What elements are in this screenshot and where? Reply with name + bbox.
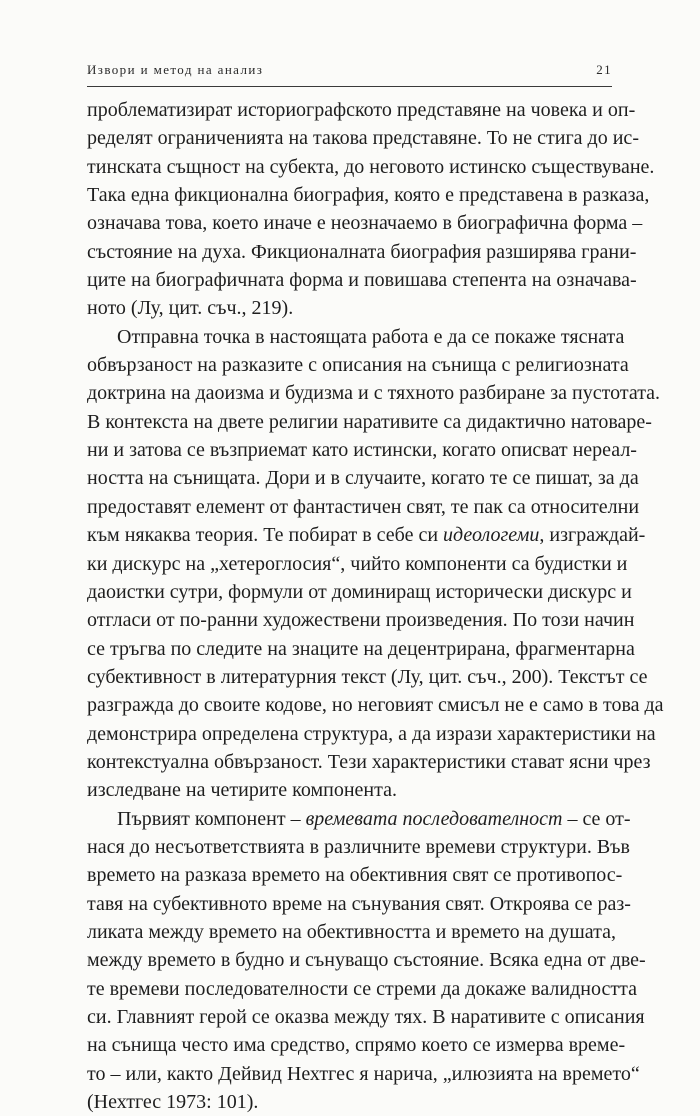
text-run: разгражда до своите кодове, но неговият смисъл не е само в това да [87,694,664,717]
text-line [87,436,637,464]
text-run: (Нехтгес 1973: 101). [87,1091,259,1114]
paragraph [87,323,664,805]
text-line [87,294,612,322]
text-line [87,663,648,691]
text-line [87,946,646,974]
text-run: на сънища често има средство, спрямо което се измерва време- [87,1034,626,1057]
text-run: Отправна точка в настоящата работа е да се покаже тясната [117,325,625,348]
text-line [87,209,643,237]
body-text [87,96,664,1116]
text-run: даоистки сутри, формули от доминиращ исторически дискурс и [87,580,632,603]
text-run: субективност в литературния текст (Лу, цит. съч., 200). Текстът се [87,665,648,688]
text-run: контекстуална обвързаност. Тези характеристики стават ясни чрез [87,750,651,773]
text-line [87,266,637,294]
text-run: ното (Лу, цит. съч., 219). [87,297,294,320]
text-run: към някаква теория. Те побират в себе си [87,524,444,547]
text-line [87,720,656,748]
text-line [87,578,632,606]
text-run: демонстрира определена структура, а да изрази характеристики на [87,722,656,745]
text-run: ликата между времето на обективността и времето на душата, [87,920,616,943]
paragraph [87,805,646,1116]
italic-term: времевата последователност [305,807,563,830]
text-run: ределят ограниченията на такова представяне. То не стига до ис- [87,127,639,150]
text-line [87,833,630,861]
text-line [87,464,639,492]
header-rule [87,86,612,87]
text-run: изследване на четирите компонента. [87,779,397,802]
text-run: тинската същност на субекта, до неговото истинско съществуване. [87,155,655,178]
text-line [87,691,664,719]
text-run: ците на биографичната форма и повишава степента на означава- [87,269,637,292]
text-line [87,96,636,124]
text-run: тавя на субективното време на сънувания свят. Откроява се раз- [87,892,631,915]
text-run: проблематизират историографското представяне на човека и оп- [87,99,636,121]
text-run: те времеви последователности се стреми да докаже валидността [87,977,637,1000]
text-run: Така една фикционална биография, която е представена в разказа, [87,184,650,207]
text-line [87,124,639,152]
text-line [87,606,635,634]
text-line [87,805,631,833]
text-line [87,238,637,266]
text-line [87,1031,626,1059]
text-run: се тръгва по следите на знаците на децентрирана, фрагментарна [87,637,635,660]
text-run: доктрина на даоизма и будизма и с тяхното разбиране за пустотата. [87,382,661,405]
text-run: означава това, което иначе е неозначаемо в биографична форма – [87,212,643,235]
text-run: нася до несъответствията в различните времеви структури. Във [87,835,630,858]
running-title: Извори и метод на анализ [87,62,264,77]
text-line [87,1060,640,1088]
text-line [87,635,635,663]
text-line [87,521,646,549]
text-run: Първият компонент – [117,807,306,830]
text-line [87,379,661,407]
text-run: предоставят елемент от фантастичен свят, те пак са относителни [87,495,640,518]
paragraph [87,96,655,323]
text-run: , изграждай- [539,524,646,547]
text-line [87,493,640,521]
text-run: времето на разказа времето на обективния свят се противопос- [87,864,623,887]
text-run: си. Главният герой се оказва между тях. В наративите с описания [87,1006,645,1028]
text-run: обвързаност на разказите с описания на сънища с религиозната [87,354,629,377]
text-line [87,550,628,578]
text-run: – се от- [562,807,631,830]
page-number: 21 [596,62,612,77]
italic-term: идеологеми [443,524,540,547]
text-run: ки дискурс на „хетероглосия“, чийто компоненти са будистки и [87,552,628,575]
text-line [87,748,651,776]
text-line [87,1088,612,1116]
text-line [87,975,637,1003]
text-line [87,918,616,946]
text-line [87,408,652,436]
text-line [87,776,612,804]
text-run: отгласи от по-ранни художествени произведения. По този начин [87,609,635,632]
text-line [87,351,629,379]
text-run: състояние на духа. Фикционалната биография разширява грани- [87,240,637,263]
text-line [87,861,623,889]
text-line [87,153,655,181]
text-run: ността на сънищата. Дори и в случаите, когато те се пишат, за да [87,467,639,490]
text-line [87,181,650,209]
text-line [87,1003,645,1031]
text-line [87,890,631,918]
text-run: ни и затова се възприемат като истински, когато описват нереал- [87,439,637,462]
text-run: между времето в будно и сънуващо състояние. Всяка една от две- [87,949,646,972]
text-run: то – или, както Дейвид Нехтгес я нарича, „илюзията на времето“ [87,1062,640,1085]
text-line [87,323,625,351]
text-run: В контекста на двете религии наративите са дидактично натоваре- [87,410,652,433]
running-head [87,62,612,78]
